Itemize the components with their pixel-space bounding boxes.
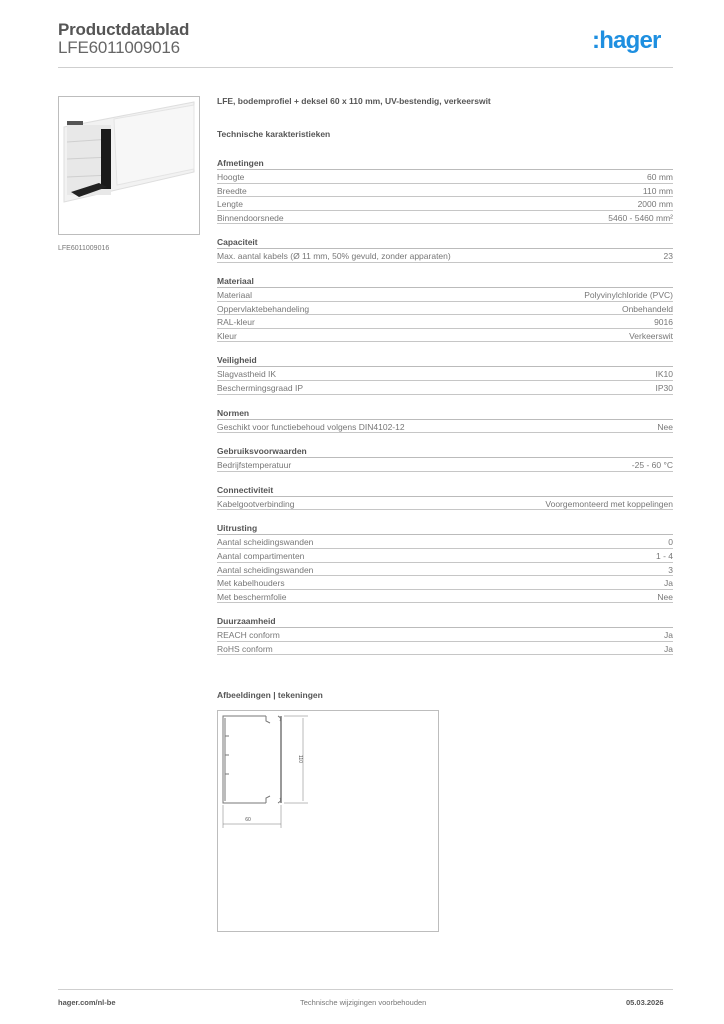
cross-section-drawing-icon: [218, 711, 438, 931]
spec-label: Aantal compartimenten: [217, 550, 305, 561]
product-code: LFE6011009016: [58, 38, 180, 57]
spec-label: RAL-kleur: [217, 317, 255, 328]
spec-content: [217, 96, 673, 655]
spec-value: Ja: [664, 578, 673, 589]
dimension-width: 60: [245, 817, 251, 823]
spec-row: [217, 535, 673, 549]
spec-label: Bedrijfstemperatuur: [217, 460, 292, 471]
spec-value: 110 mm: [642, 185, 673, 196]
spec-label: Materiaal: [217, 289, 252, 300]
spec-row: [217, 642, 673, 656]
spec-value: Ja: [664, 643, 673, 654]
spec-value: 1 - 4: [655, 550, 673, 561]
spec-value: 0: [668, 537, 673, 548]
section-materiaal: [217, 276, 673, 342]
footer-disclaimer: Technische wijzigingen voorbehouden: [300, 998, 427, 1007]
spec-row: [217, 249, 673, 263]
footer-divider: [58, 989, 673, 990]
hager-logo: :hager: [592, 27, 661, 54]
footer-website-link[interactable]: hager.com/nl-be: [58, 998, 116, 1007]
spec-label: Aantal scheidingswanden: [217, 564, 314, 575]
spec-label: Met kabelhouders: [217, 578, 285, 589]
spec-row: [217, 302, 673, 316]
spec-value: 23: [663, 251, 673, 262]
section-duurzaamheid: [217, 616, 673, 655]
spec-label: Hoogte: [217, 172, 245, 182]
spec-value: 3: [668, 564, 673, 575]
spec-row: [217, 329, 673, 343]
technical-drawing: [217, 710, 439, 932]
section-gebruiksvoorwaarden: [217, 446, 673, 472]
section-title: Uitrusting: [217, 523, 673, 535]
spec-label: Slagvastheid IK: [217, 369, 277, 380]
spec-row: [217, 590, 673, 604]
spec-row: [217, 288, 673, 302]
section-title: Normen: [217, 408, 673, 420]
section-title: Connectiviteit: [217, 485, 673, 497]
spec-label: Lengte: [217, 199, 243, 210]
spec-value: IK10: [655, 369, 673, 380]
spec-value: 5460 - 5460 mm²: [608, 212, 673, 223]
spec-label: REACH conform: [217, 630, 280, 641]
spec-row: [217, 628, 673, 642]
spec-value: Ja: [664, 630, 673, 641]
section-title: Veiligheid: [217, 355, 673, 367]
spec-label: Kleur: [217, 330, 237, 341]
spec-value: Nee: [657, 591, 673, 602]
spec-row: [217, 549, 673, 563]
spec-row: [217, 170, 673, 184]
section-afmetingen: [217, 158, 673, 224]
spec-label: Geschikt voor functiebehoud volgens DIN4102-12: [217, 421, 405, 432]
section-veiligheid: [217, 355, 673, 394]
section-title: Gebruiksvoorwaarden: [217, 446, 673, 458]
spec-row: [217, 211, 673, 225]
spec-label: Breedte: [217, 185, 247, 196]
footer-date: 05.03.2026: [626, 998, 664, 1007]
section-connectiviteit: [217, 485, 673, 511]
cable-trunking-icon: [59, 97, 199, 234]
spec-row: [217, 420, 673, 434]
header-divider: [58, 67, 673, 68]
spec-row: [217, 381, 673, 395]
spec-row: [217, 563, 673, 577]
section-title: Afmetingen: [217, 158, 673, 170]
section-title: Duurzaamheid: [217, 616, 673, 628]
spec-row: [217, 315, 673, 329]
spec-label: Aantal scheidingswanden: [217, 537, 314, 548]
spec-row: [217, 367, 673, 381]
spec-label: Met beschermfolie: [217, 591, 287, 602]
spec-label: Binnendoorsnede: [217, 212, 284, 223]
tech-characteristics-title: Technische karakteristieken: [217, 129, 331, 139]
spec-label: RoHS conform: [217, 643, 273, 654]
spec-value: Verkeerswit: [629, 330, 673, 341]
spec-value: Voorgemonteerd met koppelingen: [545, 498, 673, 509]
section-title: Materiaal: [217, 276, 673, 288]
product-image: [58, 96, 200, 235]
spec-value: 9016: [654, 317, 673, 328]
image-caption: LFE6011009016: [58, 245, 110, 252]
spec-label: Oppervlaktebehandeling: [217, 303, 310, 314]
drawings-title: Afbeeldingen | tekeningen: [217, 690, 323, 700]
spec-row: [217, 184, 673, 198]
spec-row: [217, 458, 673, 472]
spec-row: [217, 576, 673, 590]
spec-value: IP30: [655, 382, 673, 393]
section-normen: [217, 408, 673, 434]
page-title: Productdatablad: [58, 20, 190, 39]
spec-value: -25 - 60 °C: [631, 460, 673, 471]
spec-value: Polyvinylchloride (PVC): [584, 289, 673, 300]
spec-label: Beschermingsgraad IP: [217, 382, 303, 393]
spec-label: Kabelgootverbinding: [217, 498, 295, 509]
spec-label: Max. aantal kabels (Ø 11 mm, 50% gevuld, zonder apparaten): [217, 251, 451, 262]
spec-row: [217, 197, 673, 211]
section-uitrusting: [217, 523, 673, 603]
spec-value: Onbehandeld: [621, 303, 673, 314]
section-title: Capaciteit: [217, 237, 673, 249]
spec-value: 60 mm: [647, 172, 673, 182]
spec-value: Nee: [657, 421, 673, 432]
dimension-height: 110: [297, 755, 303, 763]
spec-value: 2000 mm: [637, 199, 673, 210]
product-description: LFE, bodemprofiel + deksel 60 x 110 mm, UV-bestendig, verkeerswit: [217, 96, 491, 106]
spec-row: [217, 497, 673, 511]
section-capaciteit: [217, 237, 673, 263]
